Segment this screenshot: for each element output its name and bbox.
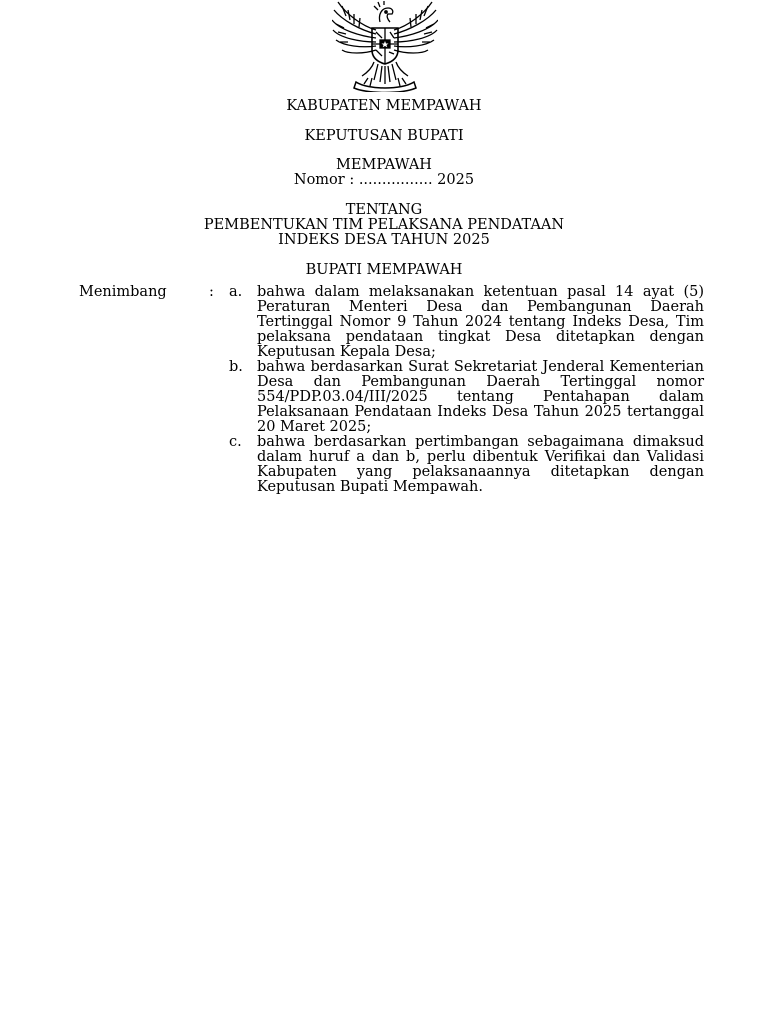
- considering-label: Menimbang: [79, 284, 167, 300]
- subject-line-2: INDEKS DESA TAHUN 2025: [278, 232, 490, 248]
- item-letter: a.: [229, 284, 243, 300]
- issuer-title: BUPATI MEMPAWAH: [305, 262, 463, 278]
- item-text: bahwa berdasarkan pertimbangan sebagaimana dimaksud dalam huruf a dan b, perlu dibentuk Verifikai dan Validasi Kabupaten yang pelaksanaannya ditetapkan dengan Keputusan Bupati Mempawah.: [257, 434, 704, 495]
- about-heading: TENTANG: [345, 202, 423, 218]
- item-text: bahwa dalam melaksanakan ketentuan pasal 14 ayat (5) Peraturan Menteri Desa dan Pembangunan Daerah Tertinggal Nomor 9 Tahun 2024 tentang Indeks Desa, Tim pelaksana pendataan tingkat Desa ditetapkan dengan Keputusan Kepala Desa;: [257, 284, 704, 360]
- decree-number: Nomor : ................ 2025: [293, 172, 475, 188]
- item-letter: c.: [229, 434, 242, 450]
- considering-colon: :: [209, 284, 214, 300]
- subject-line-1: PEMBENTUKAN TIM PELAKSANA PENDATAAN: [203, 217, 565, 233]
- regency-title: KABUPATEN MEMPAWAH: [286, 98, 482, 114]
- item-text: bahwa berdasarkan Surat Sekretariat Jenderal Kementerian Desa dan Pembangunan Daerah Tertinggal nomor 554/PDP.03.04/III/2025 tentang Pentahapan dalam Pelaksanaan Pendataan Indeks Desa Tahun 2025 tertanggal 20 Maret 2025;: [257, 359, 704, 435]
- decree-title: KEPUTUSAN BUPATI: [304, 128, 464, 144]
- garuda-pancasila-emblem: [332, 0, 438, 92]
- decree-region: MEMPAWAH: [336, 157, 432, 173]
- item-letter: b.: [229, 359, 243, 375]
